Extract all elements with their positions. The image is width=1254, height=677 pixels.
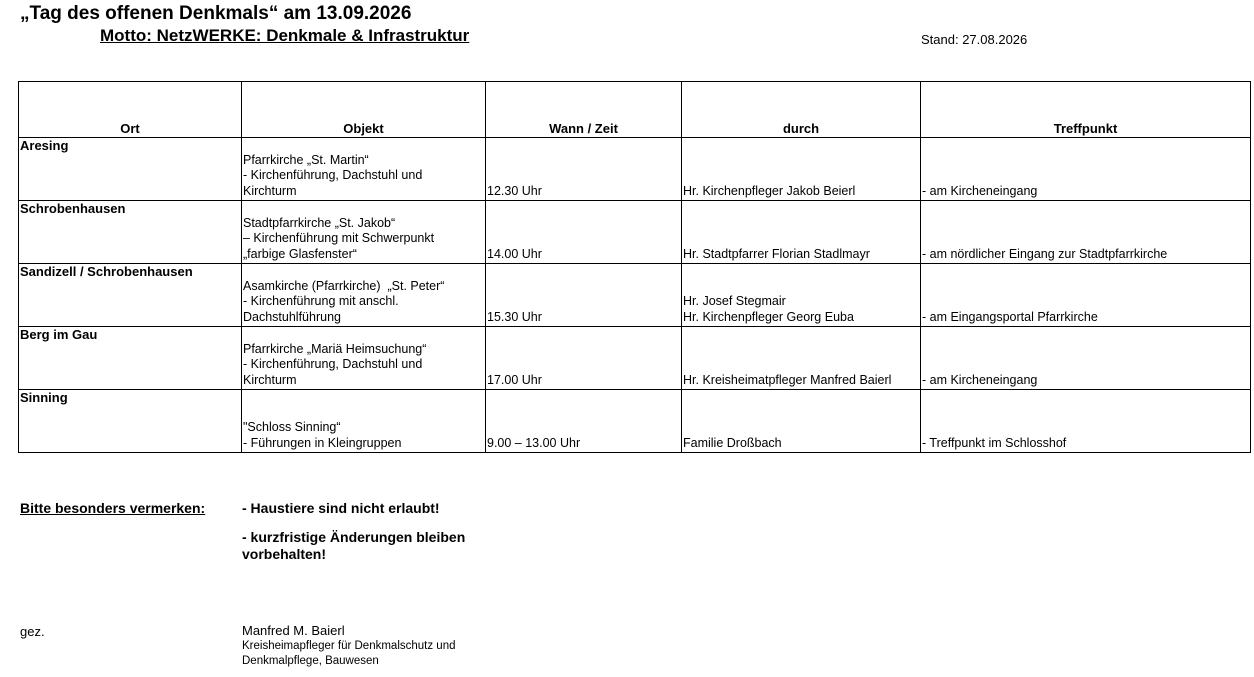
ort-cell: Sandizell / Schrobenhausen xyxy=(19,264,242,327)
zeit-cell: 12.30 Uhr xyxy=(486,138,682,201)
table-header-row xyxy=(19,82,1251,138)
ort-cell: Sinning xyxy=(19,390,242,453)
signature-gez: gez. xyxy=(20,624,45,639)
objekt-cell xyxy=(242,201,486,264)
table-row xyxy=(19,390,1251,453)
objekt-line: Stadtpfarrkirche „St. Jakob“ xyxy=(243,215,396,230)
objekt-line: Dachstuhlführung xyxy=(243,309,341,324)
treffpunkt-cell: - am Eingangsportal Pfarrkirche xyxy=(921,264,1251,327)
treffpunkt-cell: - am Kircheneingang xyxy=(921,327,1251,390)
treffpunkt-cell: - Treffpunkt im Schlosshof xyxy=(921,390,1251,453)
objekt-line: - Kirchenführung, Dachstuhl und xyxy=(243,357,423,371)
objekt-line: Asamkirche (Pfarrkirche) „St. Peter“ xyxy=(243,278,445,293)
objekt-line: - Kirchenführung mit anschl. xyxy=(243,294,399,308)
events-table xyxy=(18,81,1251,453)
column-header-objekt: Objekt xyxy=(242,82,486,138)
objekt-cell xyxy=(242,390,486,453)
status-date: Stand: 27.08.2026 xyxy=(921,32,1028,47)
objekt-cell xyxy=(242,327,486,390)
zeit-cell: 17.00 Uhr xyxy=(486,327,682,390)
durch-line: Hr. Kirchenpfleger Georg Euba xyxy=(683,309,854,324)
ort-cell: Aresing xyxy=(19,138,242,201)
objekt-line: – Kirchenführung mit Schwerpunkt xyxy=(243,231,435,245)
column-header-ort: Ort xyxy=(19,82,242,138)
signer-name: Manfred M. Baierl xyxy=(242,623,345,638)
objekt-line: Kirchturm xyxy=(243,183,297,198)
signer-role: Kreisheimapfleger für Denkmalschutz und Denkmalpflege, Bauwesen xyxy=(242,640,456,667)
note-item: - Haustiere sind nicht erlaubt! xyxy=(242,500,440,516)
treffpunkt-cell: - am nördlicher Eingang zur Stadtpfarrkirche xyxy=(921,201,1251,264)
objekt-line: - Kirchenführung, Dachstuhl und xyxy=(243,168,423,182)
objekt-cell xyxy=(242,264,486,327)
objekt-cell xyxy=(242,138,486,201)
zeit-cell: 14.00 Uhr xyxy=(486,201,682,264)
document-title: „Tag des offenen Denkmals“ am 13.09.2026 xyxy=(20,3,412,24)
durch-cell xyxy=(682,327,921,390)
zeit-cell: 15.30 Uhr xyxy=(486,264,682,327)
column-header-treffpunkt: Treffpunkt xyxy=(921,82,1251,138)
durch-cell xyxy=(682,264,921,327)
durch-line: Familie Droßbach xyxy=(683,435,782,450)
note-item: - kurzfristige Änderungen bleiben vorbehalten! xyxy=(242,529,466,562)
objekt-line: "Schloss Sinning“ xyxy=(243,420,341,434)
table-row xyxy=(19,327,1251,390)
objekt-line: Kirchturm xyxy=(243,372,297,387)
document-motto: Motto: NetzWERKE: Denkmale & Infrastruktur xyxy=(100,26,470,45)
table-row xyxy=(19,138,1251,201)
table-row xyxy=(19,201,1251,264)
treffpunkt-cell: - am Kircheneingang xyxy=(921,138,1251,201)
table-row xyxy=(19,264,1251,327)
notes-label: Bitte besonders vermerken: xyxy=(20,500,206,516)
zeit-cell: 9.00 – 13.00 Uhr xyxy=(486,390,682,453)
objekt-line: - Führungen in Kleingruppen xyxy=(243,435,402,450)
durch-cell xyxy=(682,138,921,201)
objekt-line: „farbige Glasfenster“ xyxy=(243,246,357,261)
objekt-line: Pfarrkirche „St. Martin“ xyxy=(243,152,369,167)
objekt-line: Pfarrkirche „Mariä Heimsuchung“ xyxy=(243,341,427,356)
durch-cell xyxy=(682,201,921,264)
ort-cell: Schrobenhausen xyxy=(19,201,242,264)
durch-line: Hr. Kirchenpfleger Jakob Beierl xyxy=(683,183,856,198)
durch-line: Hr. Kreisheimatpfleger Manfred Baierl xyxy=(683,372,892,387)
column-header-durch: durch xyxy=(682,82,921,138)
ort-cell: Berg im Gau xyxy=(19,327,242,390)
column-header-zeit: Wann / Zeit xyxy=(486,82,682,138)
durch-line: Hr. Stadtpfarrer Florian Stadlmayr xyxy=(683,246,870,261)
durch-cell xyxy=(682,390,921,453)
durch-line: Hr. Josef Stegmair xyxy=(683,294,786,308)
